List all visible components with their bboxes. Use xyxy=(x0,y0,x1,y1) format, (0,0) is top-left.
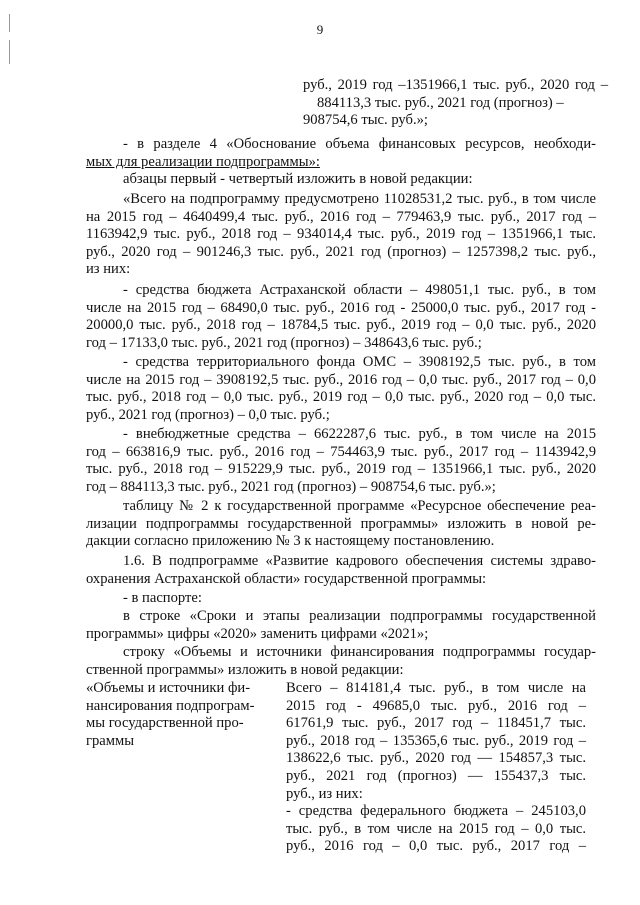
cell-line: 61761,9 тыс. руб., 2017 год – 118451,7 тыс. xyxy=(286,715,586,732)
cell-line: руб., 2018 год – 135365,6 тыс. руб., 2019 год – xyxy=(286,732,586,749)
cell-line: тыс. руб., в том числе на 2015 год – 0,0 тыс. xyxy=(286,820,586,837)
fragment-line: 884113,3 тыс. руб., 2021 год (прогноз) – xyxy=(317,94,564,111)
paragraph-line: руб., 2021 год (прогноз) – 0,0 тыс. руб.; xyxy=(86,406,330,423)
paragraph-line: числе на 2015 год – 68490,0 тыс. руб., 2016 год - 25000,0 тыс. руб., 2017 год - xyxy=(86,299,596,316)
table-right-cell xyxy=(286,680,586,856)
section4-line-1: - в разделе 4 «Обоснование объема финансовых ресурсов, необходи- xyxy=(123,136,596,152)
paragraph-line: охранения Астраханской области» государственной программы: xyxy=(86,570,487,587)
paragraph-line: лизации подпрограммы государственной программы» изложить в новой ре- xyxy=(86,515,596,532)
table2-paragraph xyxy=(86,498,596,551)
paragraph-line: тыс. руб., 2018 год – 0,0 тыс. руб., 2019 год – 0,0 тыс. руб., 2020 год – 0,0 тыс. xyxy=(86,389,596,406)
cell-line: Всего – 814181,4 тыс. руб., в том числе на xyxy=(286,680,586,696)
paragraph-line: таблицу № 2 к государственной программе «Ресурсное обеспечение реа- xyxy=(123,498,596,514)
page-number: 9 xyxy=(316,22,324,37)
paragraph-line: год – 17133,0 тыс. руб., 2021 год (прогноз) – 348643,6 тыс. руб.; xyxy=(86,334,482,351)
paragraph-line: руб., 2020 год – 901246,3 тыс. руб., 2021 год (прогноз) – 1257398,2 тыс. руб., xyxy=(86,243,596,260)
oms-fund-paragraph xyxy=(86,354,596,424)
cell-line: «Объемы и источники фи- xyxy=(86,680,251,696)
paragraph-line: из них: xyxy=(86,261,131,278)
paragraph-line: 20000,0 тыс. руб., 2018 год – 18784,5 тыс. руб., 2019 год – 0,0 тыс. руб., 2020 xyxy=(86,317,596,334)
paragraph-line: год – 663816,9 тыс. руб., 2016 год – 754463,9 тыс. руб., 2017 год – 1143942,9 xyxy=(86,443,596,460)
cell-line: мы государственной про- xyxy=(86,715,244,732)
cell-line: 138622,6 тыс. руб., 2020 год –– 154857,3 тыс. xyxy=(286,750,586,767)
cell-line: граммы xyxy=(86,732,135,749)
paragraph-line: числе на 2015 год – 3908192,5 тыс. руб., 2016 год – 0,0 тыс. руб., 2017 год – 0,0 xyxy=(86,371,596,388)
margin-mark-lower xyxy=(9,40,10,64)
paragraph-line: - средства бюджета Астраханской области – 498051,1 тыс. руб., в том xyxy=(123,282,596,298)
cell-line: руб., из них: xyxy=(286,785,363,802)
paragraph-line: в строке «Сроки и этапы реализации подпрограммы государственной xyxy=(123,608,596,624)
passport-line xyxy=(86,590,596,608)
fragment-line: руб., 2019 год –1351966,1 тыс. руб., 2020 год – xyxy=(303,77,608,93)
paragraph-line: «Всего на подпрограмму предусмотрено 11028531,2 тыс. руб., в том числе xyxy=(123,191,596,207)
sources-paragraph xyxy=(86,644,596,679)
item-1-6-paragraph xyxy=(86,553,596,588)
cell-line: руб., 2016 год – 0,0 тыс. руб., 2017 год – xyxy=(286,838,586,855)
cell-line: - средства федерального бюджета – 245103,0 xyxy=(286,803,586,820)
paragraph-line: программы» цифры «2020» заменить цифрами «2021»; xyxy=(86,625,429,642)
top-fragment xyxy=(303,77,608,130)
cell-line: 2015 год - 49685,0 тыс. руб., 2016 год – xyxy=(286,697,586,714)
stages-paragraph xyxy=(86,608,596,643)
paragraph-line: ственной программы» изложить в новой редакции: xyxy=(86,661,404,678)
paragraph-line: 1.6. В подпрограмме «Развитие кадрового обеспечения системы здраво- xyxy=(123,553,596,569)
section4-block xyxy=(86,136,596,189)
section4-line-3: абзацы первый - четвертый изложить в новой редакции: xyxy=(123,171,473,188)
paragraph-line: тыс. руб., 2018 год – 915229,9 тыс. руб., 2019 год – 1351966,1 тыс. руб., 2020 xyxy=(86,461,596,478)
table-left-cell xyxy=(86,680,271,750)
section4-line-2: мых для реализации подпрограммы»: xyxy=(86,153,320,170)
paragraph-line: год – 884113,3 тыс. руб., 2021 год (прогноз) – 908754,6 тыс. руб.»; xyxy=(86,478,496,495)
total-paragraph xyxy=(86,191,596,279)
paragraph-line: - средства территориального фонда ОМС – 3908192,5 тыс. руб., в том xyxy=(123,354,596,370)
extrabudgetary-paragraph xyxy=(86,426,596,496)
paragraph-line: - в паспорте: xyxy=(123,590,202,606)
paragraph-line: на 2015 год – 4640499,4 тыс. руб., 2016 год – 779463,9 тыс. руб., 2017 год – xyxy=(86,208,596,225)
cell-line: нансирования подпрограм- xyxy=(86,697,255,714)
paragraph-line: 1163942,9 тыс. руб., 2018 год – 934014,4 тыс. руб., 2019 год – 1351966,1 тыс. xyxy=(86,226,596,243)
cell-line: руб., 2021 год (прогноз) –– 155437,3 тыс. xyxy=(286,767,586,784)
paragraph-line: строку «Объемы и источники финансирования подпрограммы государ- xyxy=(123,644,596,660)
regional-budget-paragraph xyxy=(86,282,596,352)
paragraph-line: - внебюджетные средства – 6622287,6 тыс. руб., в том числе на 2015 xyxy=(123,426,596,442)
fragment-line: 908754,6 тыс. руб.»; xyxy=(303,112,428,129)
paragraph-line: дакции согласно приложению № 3 к настоящему постановлению. xyxy=(86,533,495,550)
